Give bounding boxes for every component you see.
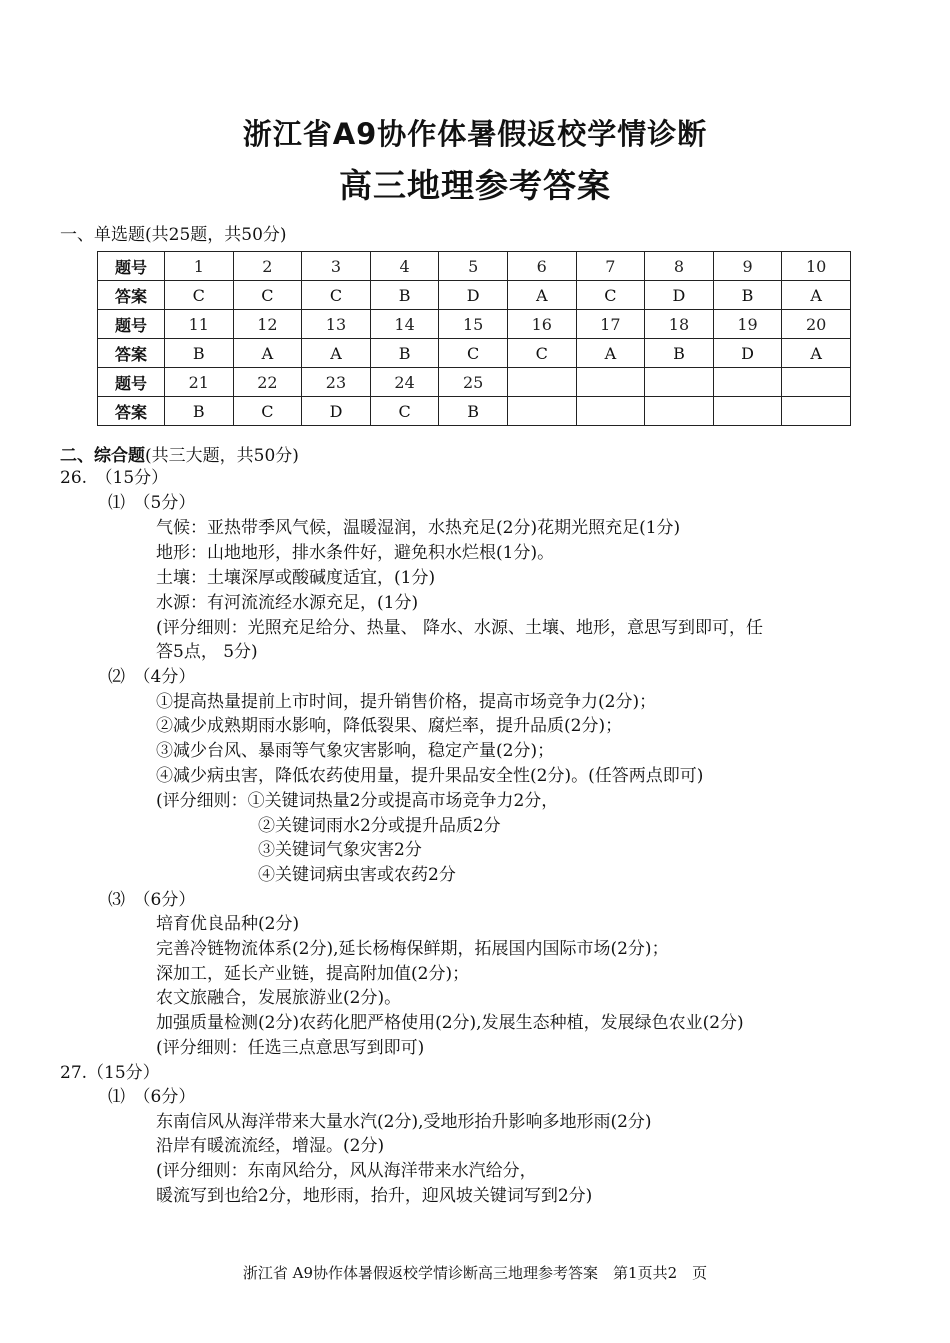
answer-row <box>98 281 851 310</box>
answer-cell <box>782 397 851 426</box>
answer-cell: B <box>370 339 439 368</box>
q26-part1-label: ⑴ （5分） <box>108 493 196 513</box>
q27-part1-line: 沿岸有暖流流经，增湿。(2分) <box>156 1136 385 1156</box>
q26-part2-line: (评分细则：①关键词热量2分或提高市场竞争力2分， <box>156 791 559 811</box>
answer-cell: C <box>233 281 302 310</box>
q26-part1-line: 答5点， 5分) <box>156 642 258 662</box>
q27-part1-line: 东南信风从海洋带来大量水汽(2分),受地形抬升影响多地形雨(2分) <box>156 1112 652 1132</box>
document-title: 浙江省A9协作体暑假返校学情诊断 <box>242 117 708 151</box>
answer-cell: A <box>782 339 851 368</box>
question-number-cell: 5 <box>439 252 508 281</box>
answer-cell: A <box>576 339 645 368</box>
answer-cell: A <box>782 281 851 310</box>
q26-part1-line: 地形：山地地形，排水条件好，避免积水烂根(1分)。 <box>156 543 555 563</box>
question-number-cell: 12 <box>233 310 302 339</box>
answer-cell: C <box>439 339 508 368</box>
q26-part2-line: ④减少病虫害，降低农药使用量，提升果品安全性(2分)。(任答两点即可) <box>156 766 704 786</box>
q26-part3-line: 完善冷链物流体系(2分),延长杨梅保鲜期，拓展国内国际市场(2分)； <box>156 939 669 959</box>
question-number-cell: 21 <box>165 368 234 397</box>
q26-part2-subline: ②关键词雨水2分或提升品质2分 <box>258 816 501 836</box>
q26-part2-line: ③减少台风、暴雨等气象灾害影响，稳定产量(2分)； <box>156 741 555 761</box>
q27-label: 27.（15分） <box>60 1063 160 1083</box>
question-number-cell: 1 <box>165 252 234 281</box>
question-number-cell: 7 <box>576 252 645 281</box>
row-header-answer: 答案 <box>98 397 165 426</box>
q26-part2-line: ①提高热量提前上市时间，提升销售价格，提高市场竞争力(2分)； <box>156 692 657 712</box>
q27-part1-line: (评分细则：东南风给分，风从海洋带来水汽给分， <box>156 1161 537 1181</box>
question-number-cell: 15 <box>439 310 508 339</box>
q26-part3-line: 农文旅融合，发展旅游业(2分)。 <box>156 988 402 1008</box>
row-header-answer: 答案 <box>98 339 165 368</box>
answer-cell: C <box>165 281 234 310</box>
question-number-cell <box>713 368 782 397</box>
answer-cell: B <box>439 397 508 426</box>
page-footer: 浙江省 A9协作体暑假返校学情诊断高三地理参考答案 第1页共2 页 <box>242 1264 708 1282</box>
q26-part1-line: 水源：有河流流经水源充足，(1分) <box>156 593 419 613</box>
question-number-cell: 3 <box>302 252 371 281</box>
row-header-answer: 答案 <box>98 281 165 310</box>
question-number-cell: 8 <box>645 252 714 281</box>
question-number-cell: 9 <box>713 252 782 281</box>
document-subtitle: 高三地理参考答案 <box>339 166 611 205</box>
question-number-cell: 16 <box>507 310 576 339</box>
answer-cell: C <box>233 397 302 426</box>
answer-cell: D <box>645 281 714 310</box>
q26-part1-line: 土壤：土壤深厚或酸碱度适宜，(1分) <box>156 568 436 588</box>
answer-cell <box>507 397 576 426</box>
question-number-cell: 14 <box>370 310 439 339</box>
question-number-cell: 17 <box>576 310 645 339</box>
q26-part1-line: 气候：亚热带季风气候，温暖湿润，水热充足(2分)花期光照充足(1分) <box>156 518 681 538</box>
question-number-cell <box>645 368 714 397</box>
q26-part3-line: 培育优良品种(2分) <box>156 914 300 934</box>
question-number-cell <box>507 368 576 397</box>
answer-cell: B <box>165 397 234 426</box>
section2-heading-bold: 二、综合题 <box>60 446 145 466</box>
question-number-cell: 24 <box>370 368 439 397</box>
section2-heading-rest: (共三大题，共50分) <box>145 446 299 466</box>
question-number-row <box>98 310 851 339</box>
answer-cell: C <box>370 397 439 426</box>
question-number-cell: 2 <box>233 252 302 281</box>
q26-part2-label: ⑵ （4分） <box>108 667 196 687</box>
q26-part2-subline: ③关键词气象灾害2分 <box>258 840 422 860</box>
q26-part1-line: (评分细则：光照充足给分、热量、 降水、水源、土壤、地形，意思写到即可，任 <box>156 618 764 638</box>
question-number-cell: 25 <box>439 368 508 397</box>
question-number-cell: 18 <box>645 310 714 339</box>
answer-cell: B <box>370 281 439 310</box>
question-number-row <box>98 252 851 281</box>
answer-cell: C <box>507 339 576 368</box>
q27-part1-line: 暖流写到也给2分，地形雨，抬升，迎风坡关键词写到2分) <box>156 1186 593 1206</box>
question-number-cell: 6 <box>507 252 576 281</box>
question-number-cell: 20 <box>782 310 851 339</box>
question-number-cell: 23 <box>302 368 371 397</box>
question-number-cell <box>576 368 645 397</box>
row-header-question: 题号 <box>98 310 165 339</box>
answer-row <box>98 339 851 368</box>
q26-part2-line: ②减少成熟期雨水影响，降低裂果、腐烂率，提升品质(2分)； <box>156 716 623 736</box>
q27-part1-label: ⑴ （6分） <box>108 1087 196 1107</box>
question-number-cell: 11 <box>165 310 234 339</box>
answer-cell: D <box>302 397 371 426</box>
answer-cell <box>645 397 714 426</box>
q26-part3-line: 深加工，延长产业链，提高附加值(2分)； <box>156 964 470 984</box>
answer-cell: D <box>713 339 782 368</box>
question-number-cell: 13 <box>302 310 371 339</box>
question-number-cell <box>782 368 851 397</box>
q26-part3-line: (评分细则：任选三点意思写到即可) <box>156 1038 425 1058</box>
row-header-question: 题号 <box>98 252 165 281</box>
answer-cell: C <box>576 281 645 310</box>
section2-heading <box>60 441 299 466</box>
question-number-cell: 4 <box>370 252 439 281</box>
q26-part3-label: ⑶ （6分） <box>108 890 196 910</box>
answer-cell: A <box>302 339 371 368</box>
answer-table <box>97 251 851 426</box>
section1-heading: 一、单选题(共25题，共50分) <box>60 225 287 245</box>
question-number-cell: 22 <box>233 368 302 397</box>
answer-cell: B <box>645 339 714 368</box>
question-number-cell: 10 <box>782 252 851 281</box>
answer-cell: A <box>233 339 302 368</box>
answer-cell <box>576 397 645 426</box>
answer-row <box>98 397 851 426</box>
answer-cell: C <box>302 281 371 310</box>
question-number-cell: 19 <box>713 310 782 339</box>
answer-cell: A <box>507 281 576 310</box>
answer-cell: B <box>713 281 782 310</box>
row-header-question: 题号 <box>98 368 165 397</box>
q26-part3-line: 加强质量检测(2分)农药化肥严格使用(2分),发展生态种植，发展绿色农业(2分) <box>156 1013 744 1033</box>
question-number-row <box>98 368 851 397</box>
answer-cell: B <box>165 339 234 368</box>
answer-cell: D <box>439 281 508 310</box>
q26-label: 26. （15分） <box>60 468 169 488</box>
answer-cell <box>713 397 782 426</box>
q26-part2-subline: ④关键词病虫害或农药2分 <box>258 865 456 885</box>
